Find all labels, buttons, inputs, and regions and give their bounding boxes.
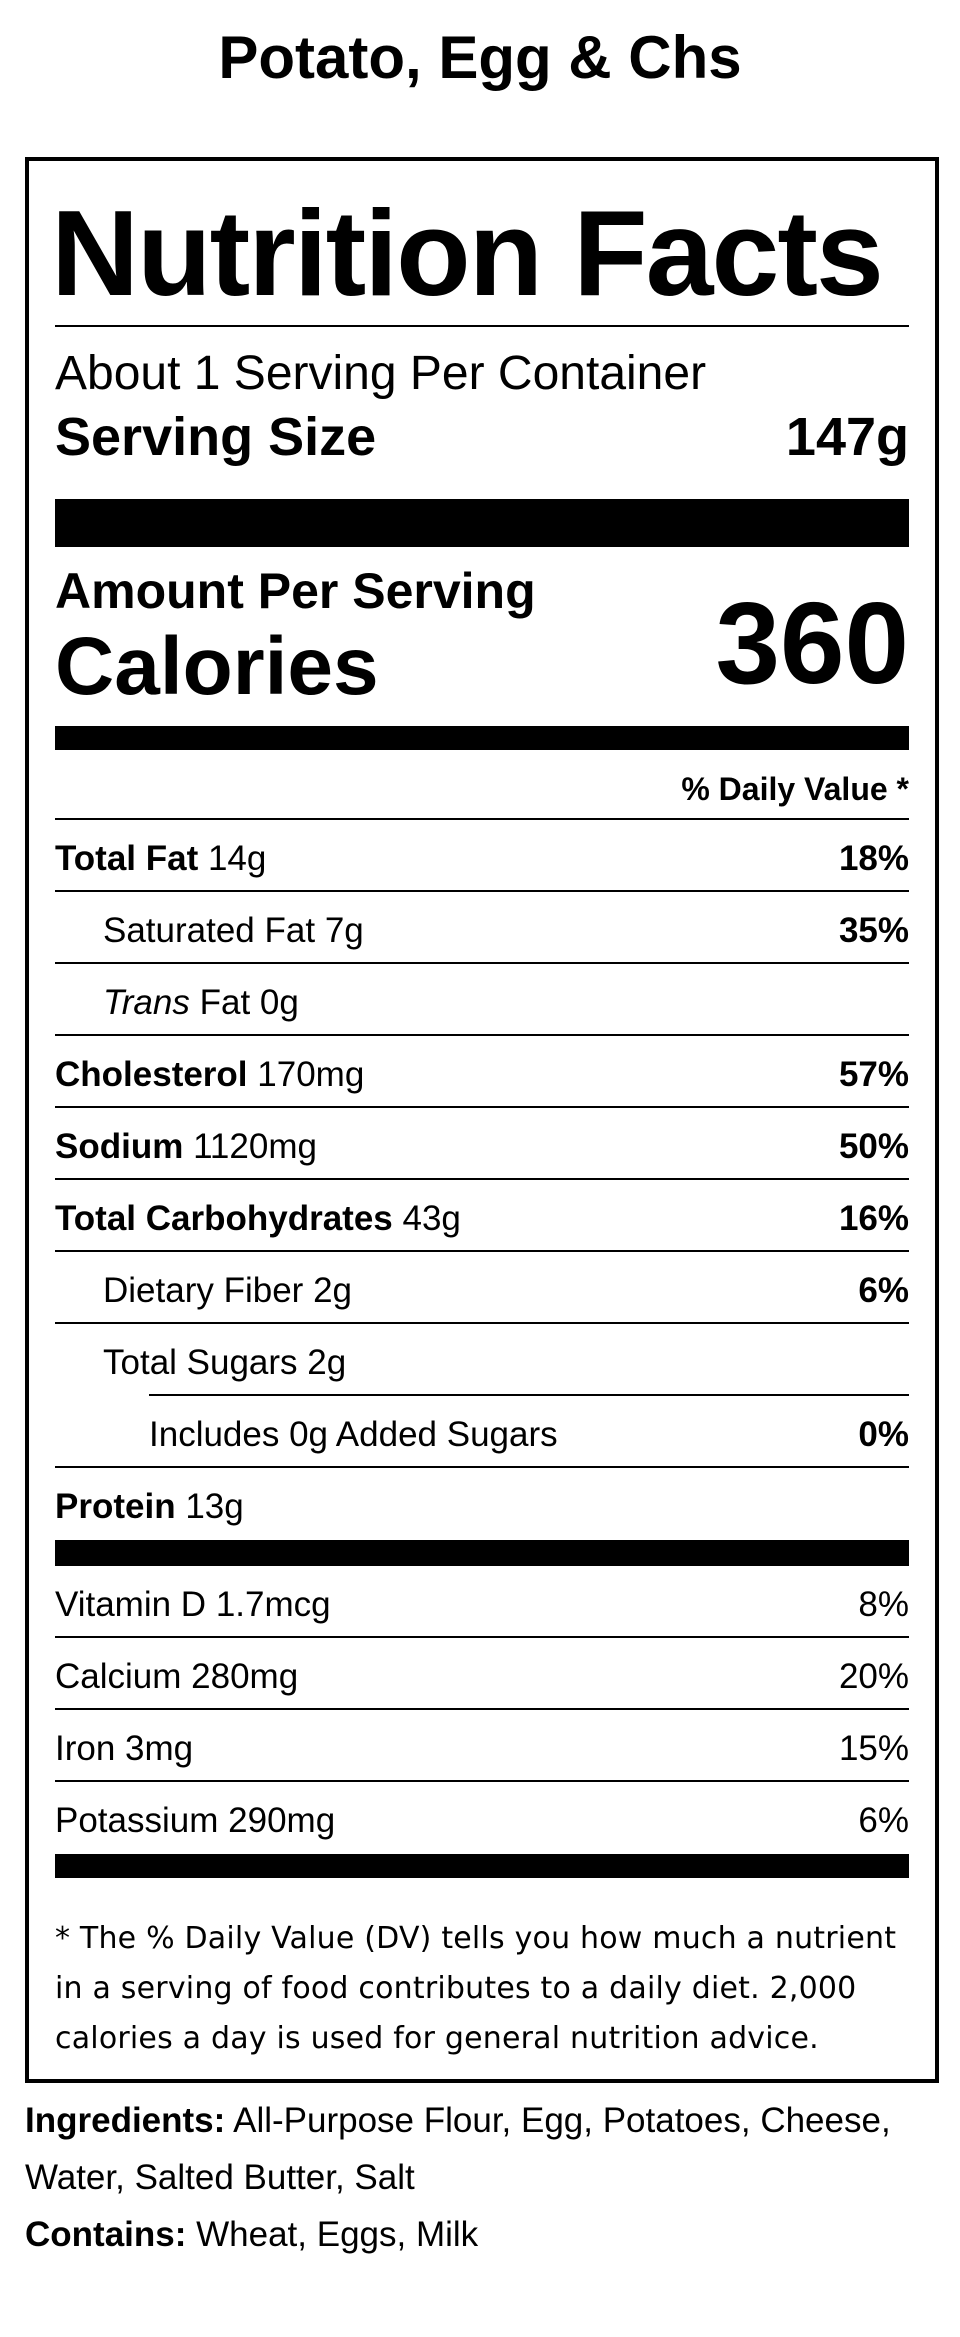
nutrient-name: Protein	[55, 1487, 176, 1526]
vitamin-row-iron	[55, 1710, 909, 1782]
nutrition-facts-panel	[25, 157, 939, 2083]
nutrient-amount: 14g	[207, 839, 267, 878]
nutrition-facts-content	[51, 161, 909, 2079]
nutrient-amount: 0g	[259, 983, 299, 1022]
vitamin-name: Vitamin D	[55, 1585, 207, 1624]
servings-per-container: About 1 Serving Per Container	[55, 347, 707, 400]
calories-value: 360	[715, 578, 909, 708]
vitamin-row-potassium	[55, 1782, 909, 1854]
nutrient-daily-value: 16%	[838, 1199, 909, 1238]
nutrient-name: Saturated Fat	[103, 911, 316, 950]
nutrient-daily-value: 18%	[838, 839, 909, 878]
contains-text: Wheat, Eggs, Milk	[196, 2215, 479, 2254]
nutrient-name: Dietary Fiber	[103, 1271, 304, 1310]
rule-medium	[55, 1854, 909, 1878]
vitamin-daily-value: 15%	[838, 1729, 909, 1768]
nutrient-row-total-fat	[55, 820, 909, 892]
allergen-statement	[25, 2206, 940, 2263]
vitamin-amount: 280mg	[191, 1657, 299, 1696]
nutrient-amount: 1120mg	[193, 1127, 317, 1166]
vitamin-name: Iron	[55, 1729, 116, 1768]
nutrient-row-protein	[55, 1468, 909, 1540]
nutrient-row-dietary-fiber	[55, 1252, 909, 1324]
nutrient-row-added-sugars	[55, 1396, 909, 1468]
nutrient-amount: 13g	[185, 1487, 244, 1526]
vitamin-name: Calcium	[55, 1657, 182, 1696]
rule-medium	[55, 726, 909, 750]
nutrient-name: Total Sugars	[103, 1343, 298, 1382]
nutrient-name: Includes 0g Added Sugars	[149, 1415, 558, 1454]
ingredients-statement	[25, 2092, 940, 2206]
nutrient-row-total-sugars	[55, 1324, 909, 1396]
nutrient-row-trans-fat	[55, 964, 909, 1036]
serving-size-label: Serving Size	[55, 407, 377, 467]
nutrient-name: Total Carbohydrates	[55, 1199, 393, 1238]
nutrient-amount: 2g	[307, 1343, 347, 1382]
vitamin-daily-value: 8%	[858, 1585, 909, 1624]
nutrient-name: Sodium	[55, 1127, 184, 1166]
nutrient-row-total-carbohydrates	[55, 1180, 909, 1252]
nutrient-amount: 170mg	[257, 1055, 365, 1094]
nutrient-row-cholesterol	[55, 1036, 909, 1108]
serving-size-value: 147g	[785, 407, 909, 467]
vitamin-row-vitamin-d	[55, 1566, 909, 1638]
ingredients-label: Ingredients:	[25, 2101, 226, 2140]
vitamin-name: Potassium	[55, 1801, 219, 1840]
contains-label: Contains:	[25, 2215, 187, 2254]
vitamin-daily-value: 20%	[838, 1657, 909, 1696]
vitamin-daily-value: 6%	[858, 1801, 909, 1840]
nutrient-name-italic: Trans	[103, 983, 190, 1022]
ingredients-text: All-Purpose Flour, Egg, Potatoes, Cheese, Water, Salted Butter, Salt	[25, 2101, 891, 2197]
nutrient-daily-value: 35%	[838, 911, 909, 950]
product-title: Potato, Egg & Chs	[218, 24, 742, 91]
vitamin-amount: 290mg	[228, 1801, 336, 1840]
nutrient-daily-value: 57%	[838, 1055, 909, 1094]
vitamin-amount: 1.7mcg	[215, 1585, 331, 1624]
nutrient-name: Total Fat	[55, 839, 199, 878]
amount-per-serving: Amount Per Serving	[55, 563, 536, 619]
nutrient-amount: 43g	[402, 1199, 461, 1238]
rule-thin	[55, 325, 909, 327]
vitamin-row-calcium	[55, 1638, 909, 1710]
nutrient-daily-value: 0%	[858, 1415, 909, 1454]
nutrient-amount: 7g	[324, 911, 364, 950]
nutrient-row-saturated-fat	[55, 892, 909, 964]
nutrient-name: Cholesterol	[55, 1055, 248, 1094]
nutrient-amount: 2g	[313, 1271, 352, 1310]
nutrient-name: Fat	[199, 983, 251, 1022]
daily-value-footnote: * The % Daily Value (DV) tells you how much a nutrient in a serving of food contributes to a daily diet. 2,000 calories a day is used for general nutrition advice.	[55, 1921, 897, 2056]
nutrient-row-sodium	[55, 1108, 909, 1180]
daily-value-header: % Daily Value *	[681, 771, 909, 807]
nutrient-daily-value: 50%	[838, 1127, 909, 1166]
rule-thick	[55, 1540, 909, 1566]
serving-size-row	[55, 404, 909, 470]
nutrient-daily-value: 6%	[858, 1271, 909, 1310]
nutrition-facts-heading: Nutrition Facts	[51, 185, 882, 321]
calories-label: Calories	[55, 621, 379, 712]
vitamin-amount: 3mg	[125, 1729, 194, 1768]
rule-thick	[55, 499, 909, 547]
